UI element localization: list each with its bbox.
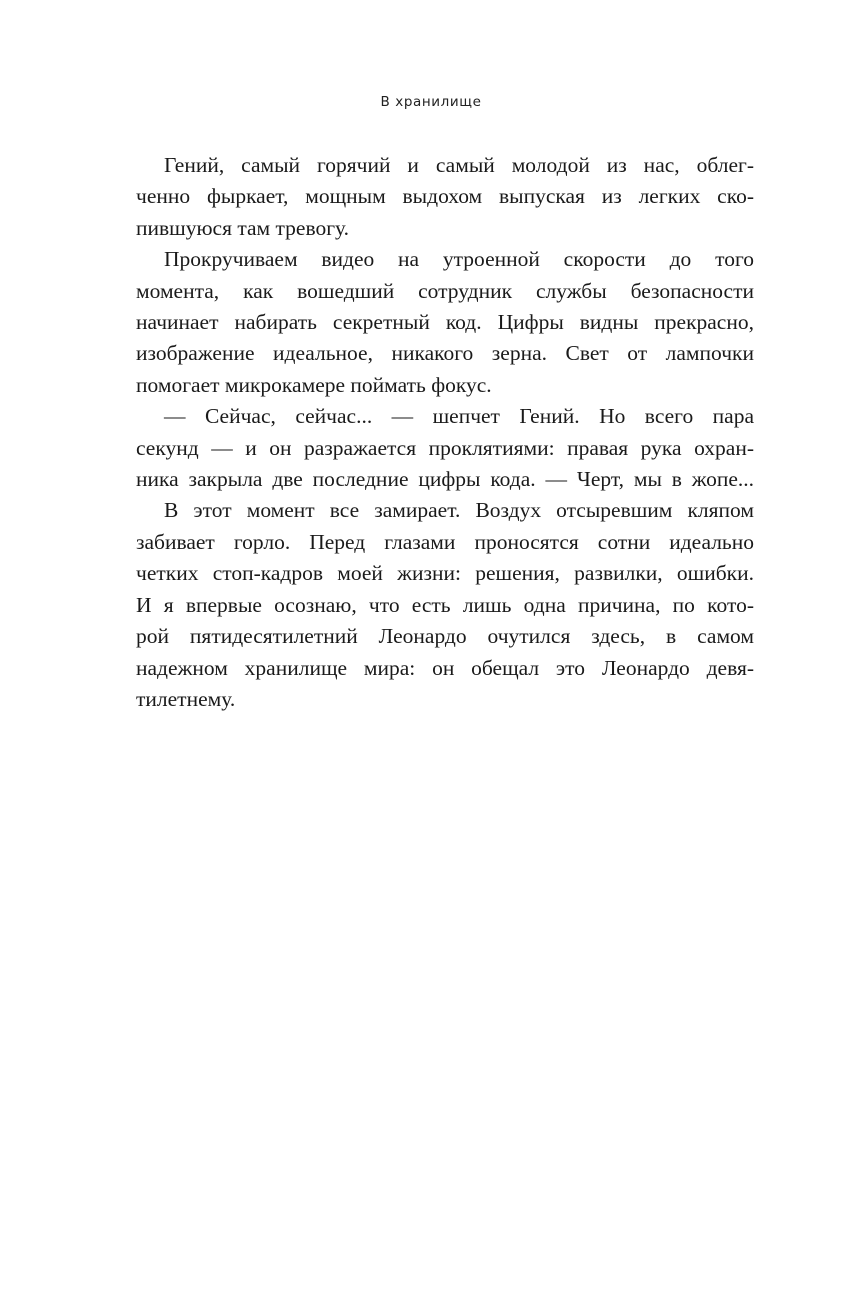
text-line: изображение идеальное, никакого зерна. Свет от лампочки xyxy=(136,341,754,366)
running-header: В хранилище xyxy=(380,94,482,110)
text-line: забивает горло. Перед глазами проносятся сотни идеально xyxy=(136,529,754,554)
text-line: — Сейчас, сейчас... — шепчет Гений. Но всего пара xyxy=(164,404,754,429)
text-line: секунд — и он разражается проклятиями: правая рука охран- xyxy=(136,435,754,460)
text-line: рой пятидесятилетний Леонардо очутился здесь, в самом xyxy=(136,624,754,649)
text-body xyxy=(136,150,754,715)
text-line: тилетнему. xyxy=(136,686,236,711)
text-line: В этот момент все замирает. Воздух отсыревшим кляпом xyxy=(164,498,754,523)
text-line: пившуюся там тревогу. xyxy=(136,215,350,240)
text-line: момента, как вошедший сотрудник службы безопасности xyxy=(136,278,754,303)
paragraph-1 xyxy=(136,150,754,244)
text-line: ченно фыркает, мощным выдохом выпуская из легких ско- xyxy=(136,184,754,209)
text-line: помогает микрокамере поймать фокус. xyxy=(136,372,492,397)
text-line: четких стоп-кадров моей жизни: решения, развилки, ошибки. xyxy=(136,561,754,586)
text-line: И я впервые осознаю, что есть лишь одна причина, по кото- xyxy=(136,592,754,617)
text-line: Прокручиваем видео на утроенной скорости до того xyxy=(164,247,754,272)
text-line: Гений, самый горячий и самый молодой из нас, облег- xyxy=(164,153,754,177)
text-line: ника закрыла две последние цифры кода. — Черт, мы в жопе... xyxy=(136,467,754,492)
text-line: надежном хранилище мира: он обещал это Леонардо девя- xyxy=(136,655,754,680)
paragraph-4 xyxy=(136,495,754,715)
paragraph-2 xyxy=(136,244,754,401)
text-line: начинает набирать секретный код. Цифры видны прекрасно, xyxy=(136,310,754,335)
paragraph-3 xyxy=(136,401,754,495)
